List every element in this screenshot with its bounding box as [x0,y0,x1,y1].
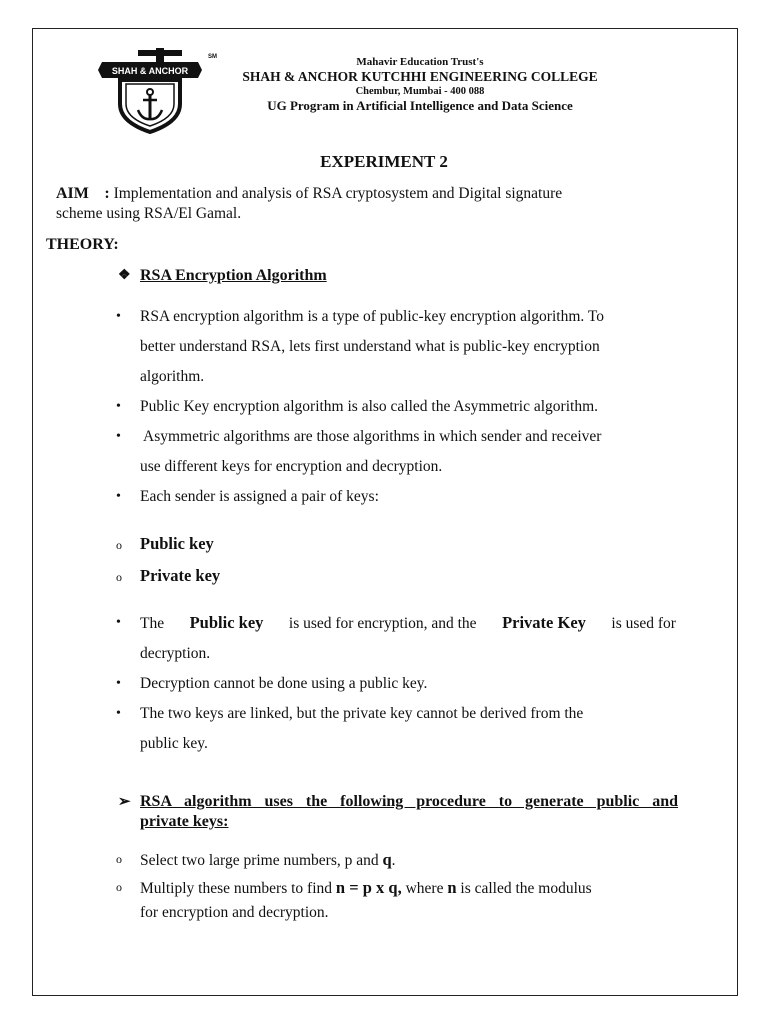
step-multiply [140,876,676,925]
circle-bullet-icon: o [116,880,122,894]
usage-text: is used for [611,615,676,632]
bullet-line: RSA encryption algorithm is a type of public-key encryption algorithm. To [140,308,604,325]
section-rsa-encryption-heading [118,266,327,286]
bullet-line: use different keys for encryption and decryption. [140,458,443,475]
step-var-q: q [382,850,392,869]
list-item [116,482,676,512]
college-logo [98,48,222,134]
college-address: Chembur, Mumbai - 400 088 [355,86,485,97]
college-name: SHAH & ANCHOR KUTCHHI ENGINEERING COLLEGE [242,69,598,84]
aim-line-2: scheme using RSA/El Gamal. [56,205,242,222]
bullet-dot-icon: • [116,489,121,504]
list-item [116,530,676,558]
svg-text:SHAH & ANCHOR: SHAH & ANCHOR [111,66,189,76]
list-item [116,392,676,422]
list-item [116,876,676,925]
bullet-line: Each sender is assigned a pair of keys: [140,488,379,505]
usage-public-key: Public key [189,613,264,632]
diamond-bullet-icon: ❖ [118,268,131,283]
experiment-title: EXPERIMENT 2 [320,152,448,171]
list-item [116,608,676,669]
svg-text:SM: SM [208,54,217,60]
aim-statement [56,184,676,224]
bullet-dot-icon: • [116,429,121,444]
bullet-line: decryption. [140,645,211,662]
step-formula: n = p x q, [335,878,402,897]
section-heading-text: RSA algorithm uses the following procedure to generate public and [140,793,678,810]
list-item [116,669,676,699]
list-item [116,422,676,482]
aim-label: AIM [56,185,89,202]
step-text: . [391,852,396,869]
section-key-generation-heading [118,792,678,832]
bullet-dot-icon: • [116,706,121,721]
section-heading-text: RSA Encryption Algorithm [140,267,327,284]
private-key-item: Private key [140,566,221,585]
bullet-line: better understand RSA, lets first understand what is public-key encryption [140,338,600,355]
step-text: is called the modulus [460,880,592,897]
college-header [220,56,620,114]
theory-label: THEORY: [46,236,119,253]
step-text: for encryption and decryption. [140,904,329,921]
bullet-line: algorithm. [140,368,205,385]
bullet-line: The two keys are linked, but the private key cannot be derived from the [140,705,584,722]
circle-bullet-icon: o [116,570,122,584]
usage-text: The [140,615,165,632]
list-item [116,699,676,759]
program-name: UG Program in Artificial Intelligence and Data Science [267,98,573,113]
bullet-dot-icon: • [116,309,121,324]
circle-bullet-icon: o [116,538,122,552]
bullet-line: public key. [140,735,208,752]
list-item [116,848,676,873]
bullet-line: Decryption cannot be done using a public key. [140,675,428,692]
circle-bullet-icon: o [116,852,122,866]
usage-text: is used for encryption, and the [288,615,477,632]
bullet-dot-icon: • [116,676,121,691]
list-item [116,562,676,590]
bullet-dot-icon: • [116,615,121,630]
step-select-primes [140,848,676,873]
section-heading-text: private keys: [140,813,229,830]
step-text: Select two large prime numbers, p and [140,852,379,869]
list-item [116,302,676,392]
usage-line [140,608,676,639]
trust-name: Mahavir Education Trust's [356,56,484,68]
step-var-n: n [447,878,457,897]
arrowhead-bullet-icon: ➢ [118,794,131,810]
aim-colon: : [104,185,110,202]
bullet-line: Asymmetric algorithms are those algorithms in which sender and receiver [140,428,602,445]
bullet-line: Public Key encryption algorithm is also called the Asymmetric algorithm. [140,398,599,415]
step-text: where [405,880,444,897]
public-key-item: Public key [140,534,214,553]
bullet-dot-icon: • [116,399,121,414]
usage-private-key: Private Key [502,613,586,632]
step-text: Multiply these numbers to find [140,880,333,897]
aim-line-1: Implementation and analysis of RSA cryptosystem and Digital signature [113,185,563,202]
